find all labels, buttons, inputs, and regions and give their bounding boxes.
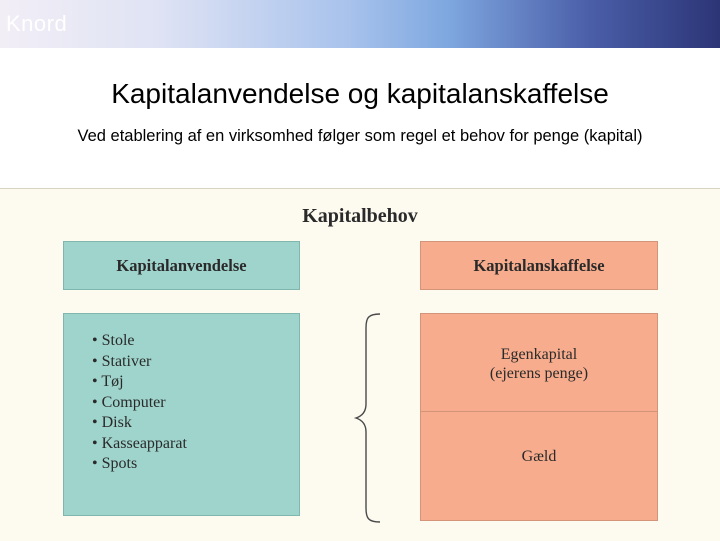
capital-use-list: [92, 331, 187, 475]
list-item: • Tøj: [92, 372, 187, 393]
debt-label: Gæld: [521, 448, 557, 465]
list-item: • Spots: [92, 454, 187, 475]
header-banner: [0, 0, 720, 48]
capital-use-header: Kapitalanvendelse: [116, 256, 247, 275]
capital-source-header: Kapitalanskaffelse: [473, 256, 605, 275]
list-item: • Kasseapparat: [92, 434, 187, 455]
list-item: • Disk: [92, 413, 187, 434]
list-item: • Stole: [92, 331, 187, 352]
equity-label: Egenkapital: [500, 346, 578, 363]
diagram-title: Kapitalbehov: [302, 205, 418, 227]
capital-source-box: [420, 313, 658, 521]
banner-logo-text: Knord: [6, 11, 68, 36]
equity-note: (ejerens penge): [489, 365, 589, 382]
slide-subtitle: Ved etablering af en virksomhed følger som regel et behov for penge (kapital): [77, 127, 643, 145]
list-item: • Computer: [92, 393, 187, 414]
curly-brace-icon: [352, 312, 384, 524]
source-divider: [421, 411, 657, 412]
list-item: • Stativer: [92, 352, 187, 373]
capital-source-header-box: [420, 241, 658, 290]
capital-use-list-box: [63, 313, 300, 516]
capital-use-header-box: [63, 241, 300, 290]
slide-title: Kapitalanvendelse og kapitalanskaffelse: [111, 78, 609, 109]
